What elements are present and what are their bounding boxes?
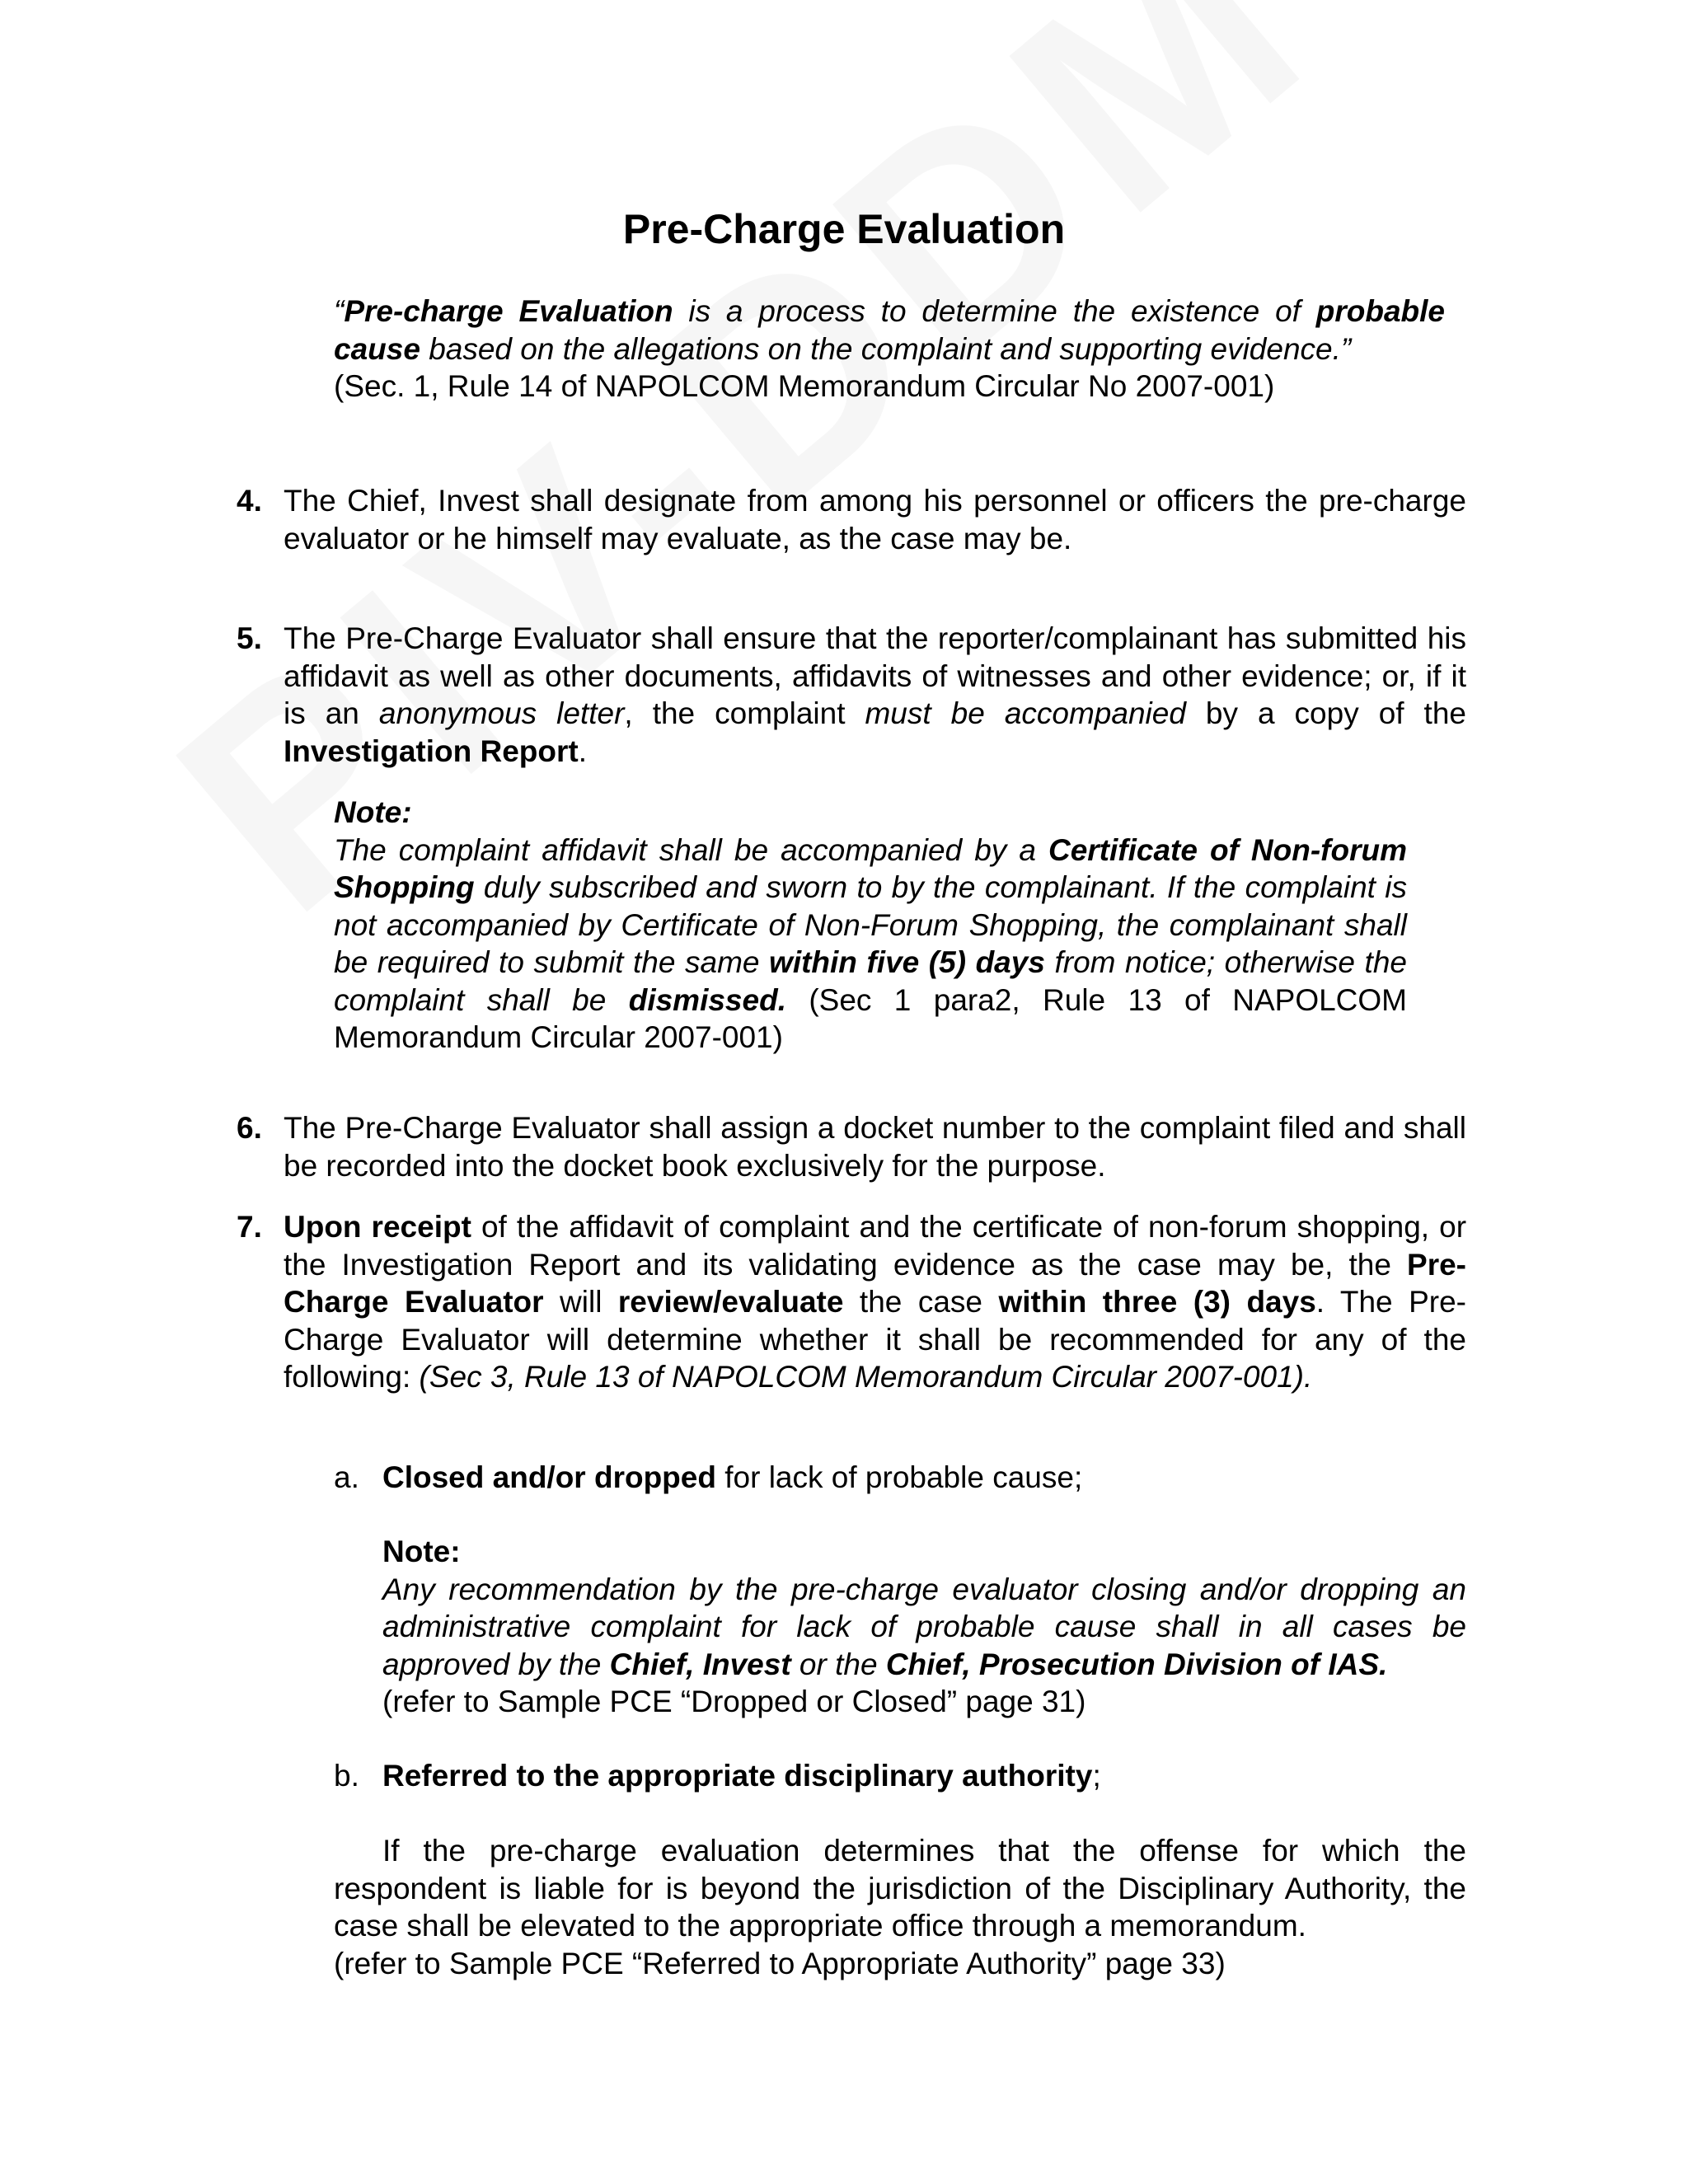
page-title: Pre-Charge Evaluation [622, 206, 1066, 252]
note1-text-1: The complaint affidavit shall be accompanied by a [334, 832, 1048, 867]
paragraph-text: If the pre-charge evaluation determines that the offense for which the respondent is liable for is beyond the jurisdiction of the Disciplinary Authority, the case shall be elevated to the appropriate office through a memorandum. [334, 1834, 1466, 1943]
sub-item-b [334, 1757, 1466, 1795]
item7-text-4: . The Pre-Charge Evaluator will determine whether it shall be recommended for any of the following: [284, 1285, 1466, 1394]
item-text: The Chief, Invest shall designate from among his personnel or officers the pre-charge evaluator or he himself may evaluate, as the case may be. [284, 484, 1466, 555]
item7-within-three-days: within three (3) days [998, 1285, 1316, 1319]
quote-close-mark: ” [1340, 331, 1352, 366]
note1-within-five-days: within five (5) days [769, 945, 1045, 979]
quote-probable-cause: probable cause [334, 294, 1445, 366]
note1-text-2: duly subscribed and sworn to by the complainant. If the complaint is not accompanied by Certificate of Non-Forum Shopping, the complainant shall be required to submit the same [334, 870, 1407, 979]
quote-body [334, 294, 1445, 366]
item7-review-evaluate: review/evaluate [617, 1285, 844, 1319]
item-number: 5. [237, 621, 262, 655]
note2-citation: (refer to Sample PCE “Dropped or Closed” page 31) [382, 1685, 1086, 1718]
item7-text-1: of the affidavit of complaint and the certificate of non-forum shopping, or the Investigation Report and its validating evidence as the case may be, the [284, 1210, 1467, 1282]
note2-text-2: or the [790, 1647, 886, 1681]
note1-certificate: Certificate of Non-forum Shopping [334, 832, 1407, 904]
item5-text-4: . [578, 733, 587, 768]
list-item-7 [237, 1208, 1466, 1396]
note1-dismissed: dismissed. [628, 982, 786, 1017]
item5-text-3: by a copy of the [1185, 696, 1466, 730]
quote-text-2: based on the allegations on the complaint and supporting evidence. [420, 331, 1341, 366]
list-item-5 [237, 620, 1466, 770]
sub-a-text: for lack of probable cause; [715, 1460, 1083, 1494]
sub-b-referred: Referred to the appropriate disciplinary authority [382, 1759, 1093, 1793]
note-closing-approval [382, 1533, 1466, 1721]
note-certificate [334, 794, 1407, 1057]
item5-anonymous-letter: anonymous letter [378, 696, 625, 730]
sub-item-letter: b. [334, 1759, 359, 1793]
note2-text-1: Any recommendation by the pre-charge evaluator closing and/or dropping an administrative complaint for lack of probable cause shall in all cases be approved by the [382, 1572, 1466, 1681]
item-text [284, 1208, 1466, 1396]
note-label: Note: [334, 795, 412, 829]
item-text [284, 620, 1466, 770]
paragraph-citation: (refer to Sample PCE “Referred to Appropriate Authority” page 33) [334, 1946, 1226, 1980]
note2-chief-invest: Chief, Invest [609, 1647, 791, 1681]
item5-text-1: The Pre-Charge Evaluator shall ensure that the reporter/complainant has submitted his affidavit as well as other documents, affidavits of witnesses and other evidence; or, if it is an [284, 621, 1466, 730]
sub-item-text [382, 1757, 1466, 1795]
elevation-paragraph [334, 1832, 1466, 1982]
note2-chief-prosecution: Chief, Prosecution Division of IAS. [885, 1647, 1388, 1681]
note-label: Note: [382, 1535, 461, 1568]
item5-must-be-accompanied: must be accompanied [865, 696, 1186, 730]
quote-open-mark: “ [334, 294, 345, 328]
sub-item-letter: a. [334, 1460, 359, 1494]
item7-citation: (Sec 3, Rule 13 of NAPOLCOM Memorandum Circular 2007-001). [419, 1360, 1313, 1394]
sub-item-text [382, 1459, 1466, 1497]
item5-text-2: , the complaint [624, 696, 865, 730]
item5-investigation-report: Investigation Report [284, 733, 579, 768]
item7-pre-charge-evaluator: Pre-Charge Evaluator [284, 1247, 1466, 1319]
note1-text-3: from notice; otherwise the complaint shall be [334, 945, 1407, 1017]
item-text: The Pre-Charge Evaluator shall assign a docket number to the complaint filed and shall be recorded into the docket book exclusively for the purpose. [284, 1111, 1466, 1183]
note-text [382, 1572, 1466, 1681]
definition-quote [334, 293, 1445, 405]
quote-term: Pre-charge Evaluation [344, 294, 673, 328]
sub-item-a [334, 1459, 1466, 1497]
item-number: 4. [237, 484, 262, 518]
list-item-6 [237, 1109, 1466, 1184]
note1-citation: (Sec 1 para2, Rule 13 of NAPOLCOM Memorandum Circular 2007-001) [334, 982, 1407, 1054]
quote-text-1: is a process to determine the existence of [673, 294, 1316, 328]
sub-a-closed-dropped: Closed and/or dropped [382, 1460, 716, 1494]
list-item-4 [237, 482, 1466, 557]
item7-upon-receipt: Upon receipt [284, 1210, 471, 1244]
item7-text-3: the case [843, 1285, 999, 1319]
item-number: 6. [237, 1111, 262, 1145]
quote-citation: (Sec. 1, Rule 14 of NAPOLCOM Memorandum Circular No 2007-001) [334, 369, 1275, 403]
item7-text-2: will [543, 1285, 618, 1319]
sub-b-text: ; [1092, 1759, 1101, 1793]
item-number: 7. [237, 1210, 262, 1244]
